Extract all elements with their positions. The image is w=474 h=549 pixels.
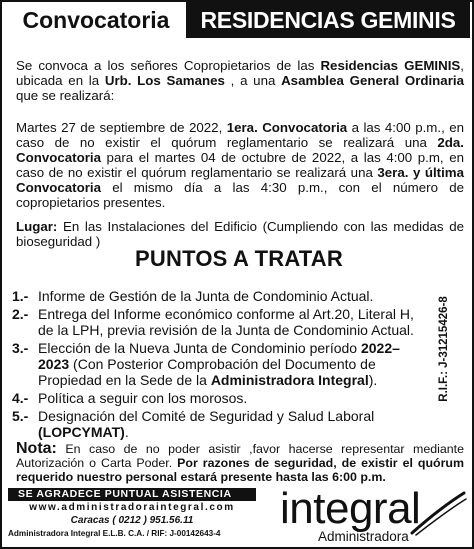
agenda-number: 1.- [12,288,29,304]
schedule-bold-2da: 2da. Convocatoria [16,135,464,165]
agenda-number: 2.- [12,306,29,322]
integral-logo [280,484,470,547]
intro-paragraph [16,58,464,103]
agenda-text-part: Elección de la Nueva Junta de Condominio período [38,340,361,356]
agenda-bold-period: 2022– 2023 [38,340,400,372]
footer-info [8,488,256,548]
header [2,2,472,38]
agenda-item-5 [12,408,432,440]
intro-bold-asamblea: Asamblea General Ordinaria [281,73,464,88]
intro-text-3: , a una [224,73,282,88]
schedule-paragraph [16,120,464,210]
intro-text-4: que se realizará: [16,88,115,103]
agenda-text [38,340,432,388]
agenda-bold-lopcymat: (LOPCYMAT) [38,424,125,440]
lugar-paragraph [16,219,464,249]
schedule-text-3: para el martes 04 de octubre de 2022, a las 4:00 p.m, en caso de no existir el quórum reglamentario se realizará una [16,150,464,180]
agenda-number: 5.- [12,408,29,424]
agenda-text-part: ). [368,372,378,388]
agenda-item-2 [12,306,432,338]
intro-text-1: Se convoca a los señores Copropietarios de las [16,58,321,73]
agenda-text-part: (Con Posterior Comprobación del Documento de Propiedad en la Sede de la [38,356,376,388]
schedule-bold-3era: 3era. y última Convocatoria [16,165,465,195]
nota-label: Nota: [16,440,57,457]
schedule-text-2: a las 4:00 p.m., en caso de no existir el quórum reglamentario se realizará una [16,120,464,150]
agenda-text: Entrega del Informe económico conforme al Art.20, Literal H, de la LPH, previa revisión de la Junta de Condominio Actual. [38,306,414,338]
rif-text: R.I.F.: J-31215426-8 [438,296,450,402]
nota-bold-text: Por razones de seguridad, de existir el quórum requerido nuestro personal estará presente hasta las 6:00 p.m. [16,456,465,484]
schedule-text-1: Martes 27 de septiembre de 2022, [16,120,227,135]
agenda-item-1 [12,288,432,304]
logo-subtitle: Administradora [318,529,409,544]
agenda-number: 4.- [12,390,29,406]
schedule-bold-1era: 1era. Convocatoria [226,120,348,135]
intro-bold-residencias: Residencias GEMINIS [320,58,461,73]
rif-vertical [434,264,454,434]
header-residencias-title: RESIDENCIAS GEMINIS [186,2,470,38]
footer-company: Administradora Integral E.L.B. C.A. / RIF: J-00142643-4 [8,529,221,538]
lugar-label: Lugar: [16,219,58,234]
footer-band: SE AGRADECE PUNTUAL ASISTENCIA [8,488,256,501]
puntos-title: PUNTOS A TRATAR [135,246,343,271]
agenda-text: Informe de Gestión de la Junta de Condominio Actual. [38,288,374,304]
nota-text: En caso de no poder asistir ,favor hacerse representar mediante Autorización o Carta Poder. [16,442,464,470]
agenda-text: Política a seguir con los morosos. [38,390,248,406]
agenda-text-part: . [124,424,129,440]
agenda-item-3 [12,340,432,388]
intro-text-2: , ubicada en la [16,58,464,88]
header-convocatoria-title: Convocatoria [22,7,170,33]
footer-url: www.administradoraintegral.com [29,502,235,513]
agenda-list [12,288,432,442]
nota-paragraph [16,442,464,484]
agenda-text [38,408,432,440]
lugar-text: En las Instalaciones del Edificio (Cumpliendo con las medidas de bioseguridad ) [16,219,464,249]
intro-bold-urb: Urb. Los Samanes [104,73,225,88]
logo-wordmark: integral [280,484,421,533]
agenda-text-part: Designación del Comité de Seguridad y Salud Laboral [38,408,375,424]
agenda-item-4 [12,390,432,406]
agenda-bold-administradora: Administradora Integral [210,372,369,388]
schedule-text-4: el mismo día a las 4:30 p.m., con el número de copropietarios presentes. [16,180,464,210]
footer-phone: Caracas ( 0212 ) 951.56.11 [70,515,194,526]
agenda-number: 3.- [12,340,29,356]
